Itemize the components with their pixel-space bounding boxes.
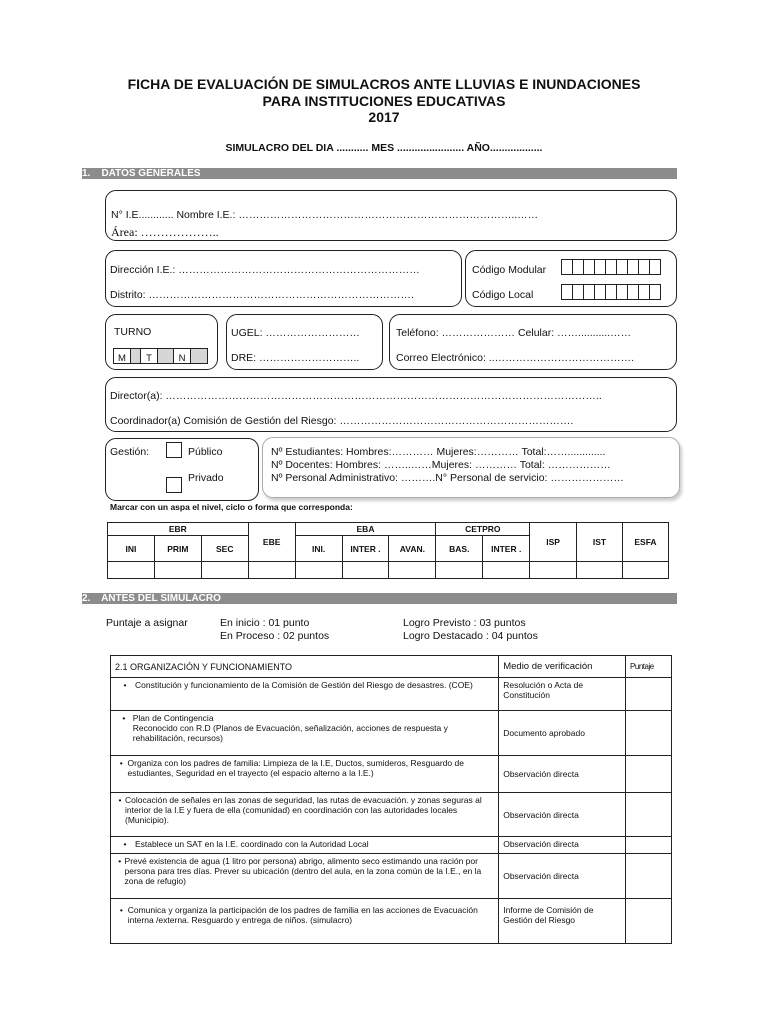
level-ist: IST [577,523,623,562]
bullet-icon: • [119,758,123,768]
turno-m[interactable]: M [113,348,131,364]
coordinador-field[interactable]: Coordinador(a) Comisión de Gestión del Riesgo: …………………………………………………………. [110,415,574,427]
eba-inter: INTER . [342,536,389,562]
mark-cell[interactable] [483,562,530,579]
bullet-icon: • [123,839,127,849]
medio-cell: Informe de Comisión de Gestión del Riesgo [499,899,626,944]
scale-proceso: En Proceso : 02 puntos [220,630,330,642]
table-row [111,899,672,944]
criterion-cell: • Colocación de señales en las zonas de seguridad, las rutas de evacuación. y zonas seguras al interior de la I.E y fuera de ella (comunidad) en coordinación con las autoridades locales (Municipio). [111,793,499,837]
medio-cell: Observación directa [499,793,626,837]
ugel-field[interactable]: UGEL: ……………………… [231,327,360,339]
puntaje-cell[interactable] [626,711,672,756]
section-1-header: 1. DATOS GENERALES [82,168,677,179]
publico-checkbox[interactable] [166,442,182,458]
levels-table [107,522,669,579]
codigo-local-label: Código Local [472,289,534,301]
puntaje-header: Puntaje [626,656,672,678]
medio-cell: Documento aprobado [499,711,626,756]
mark-cell[interactable] [201,562,248,579]
cetpro-inter: INTER . [483,536,530,562]
table-row [111,837,672,854]
medio-cell: Observación directa [499,837,626,854]
bullet-icon: • [119,905,123,915]
mark-cell[interactable] [295,562,342,579]
criterion-cell: • Establece un SAT en la I.E. coordinado con la Autoridad Local [111,837,499,854]
director-field[interactable]: Director(a): …………………………………………………………………………………………………………….. [110,390,602,402]
table-row [111,756,672,793]
mark-cell[interactable] [577,562,623,579]
puntaje-cell[interactable] [626,837,672,854]
criterion-cell: • Constitución y funcionamiento de la Comisión de Gestión del Riesgo de desastres. (COE) [111,678,499,711]
scale-destacado: Logro Destacado : 04 puntos [403,630,538,642]
publico-label: Público [188,446,223,458]
levels-note: Marcar con un aspa el nivel, ciclo o forma que corresponda: [110,502,353,512]
telefono-field[interactable]: Teléfono: ………………… Celular: ……...........…… [396,327,632,339]
gestion-label: Gestión: [110,446,150,458]
criterion-cell: • Comunica y organiza la participación de los padres de familia en las acciones de Evacuación interna /externa. Resguardo y entrega de niños. (simulacro) [111,899,499,944]
doc-year: 2017 [368,109,400,125]
codigo-modular-cells[interactable] [562,259,661,275]
puntaje-cell[interactable] [626,854,672,899]
criterion-cell: • Prevé existencia de agua (1 litro por persona) abrigo, alimento seco estimando una ración por persona para tres días. Prever su ubicación (dentro del aula, en la zona común de la I.E., en la zona de refugio) [111,854,499,899]
puntaje-cell[interactable] [626,678,672,711]
doc-title-line2: PARA INSTITUCIONES EDUCATIVAS [262,93,506,109]
privado-label: Privado [188,472,224,484]
dre-field[interactable]: DRE: ……………………….. [231,352,360,364]
medio-cell: Observación directa [499,854,626,899]
bullet-icon: • [118,795,122,805]
mark-cell[interactable] [108,562,155,579]
estudiantes-field[interactable]: Nº Estudiantes: Hombres:………… Mujeres:………… Total:……............. [271,446,606,458]
medio-cell: Observación directa [499,756,626,793]
mark-cell[interactable] [389,562,436,579]
scale-previsto: Logro Previsto : 03 puntos [403,617,526,629]
level-eba: EBA [295,523,436,536]
turno-gap-3 [190,348,208,364]
medio-header: Medio de verificación [499,656,626,678]
ie-field[interactable]: N° I.E............ Nombre I.E.: ……………………………………………………………………..…… [111,209,539,221]
scale-inicio: En inicio : 01 punto [220,617,310,629]
distrito-field[interactable]: Distrito: …………………………………………………………………. [110,289,414,301]
codigo-local-cells[interactable] [562,284,661,300]
level-ebe: EBE [248,523,295,562]
turno-n[interactable]: N [173,348,191,364]
puntaje-label: Puntaje a asignar [106,617,188,629]
docentes-field[interactable]: Nº Docentes: Hombres: ……..……Mujeres: ………… Total: ……………… [271,459,611,471]
correo-field[interactable]: Correo Electrónico: ..…………………………………. [396,352,635,364]
eba-ini: INI. [295,536,342,562]
eba-avan: AVAN. [389,536,436,562]
table-row [111,854,672,899]
puntaje-cell[interactable] [626,899,672,944]
mark-cell[interactable] [248,562,295,579]
direccion-field[interactable]: Dirección I.E.: …………………………………………………………… [110,264,420,276]
table-row [111,793,672,837]
levels-mark-row[interactable] [108,562,669,579]
puntaje-cell[interactable] [626,793,672,837]
table-row [111,678,672,711]
ebr-ini: INI [108,536,155,562]
criterion-cell: • Organiza con los padres de familia: Limpieza de la I.E, Ductos, sumideros, Resguardo de estudiantes, Seguridad en el trayecto (el espacio alterno a la I.E.) [111,756,499,793]
puntaje-cell[interactable] [626,756,672,793]
codigo-modular-label: Código Modular [472,264,547,276]
turno-t[interactable]: T [140,348,158,364]
medio-cell: Resolución o Acta de Constitución [499,678,626,711]
org-table [110,655,672,944]
ebr-sec: SEC [201,536,248,562]
section-2-header: 2. ANTES DEL SIMULACRO [82,593,677,604]
level-ebr: EBR [108,523,249,536]
mark-cell[interactable] [436,562,483,579]
level-esfa: ESFA [622,523,668,562]
level-cetpro: CETPRO [436,523,530,536]
ebr-prim: PRIM [154,536,201,562]
org-header: 2.1 ORGANIZACIÓN Y FUNCIONAMIENTO [111,656,499,678]
table-row [111,711,672,756]
cetpro-bas: BAS. [436,536,483,562]
mark-cell[interactable] [530,562,577,579]
criterion-cell: • Plan de Contingencia Reconocido con R.D (Planos de Evacuación, señalización, acciones de respuesta y rehabilitación, recursos) [111,711,499,756]
simulacro-date-line: SIMULACRO DEL DIA ........... MES ....................... AÑO.................. [225,142,543,154]
mark-cell[interactable] [342,562,389,579]
bullet-icon: • [118,856,122,866]
bullet-icon: • [123,680,127,690]
turno-label: TURNO [114,326,152,338]
mark-cell[interactable] [622,562,668,579]
privado-checkbox[interactable] [166,477,182,493]
personal-field[interactable]: Nº Personal Administrativo: ……….N° Personal de servicio: ………………… [271,472,624,484]
bullet-icon: • [122,713,126,723]
doc-title-line1: FICHA DE EVALUACIÓN DE SIMULACROS ANTE LLUVIAS E INUNDACIONES [127,76,641,92]
level-isp: ISP [530,523,577,562]
mark-cell[interactable] [154,562,201,579]
area-field[interactable]: Área: ……………….. [111,225,219,239]
